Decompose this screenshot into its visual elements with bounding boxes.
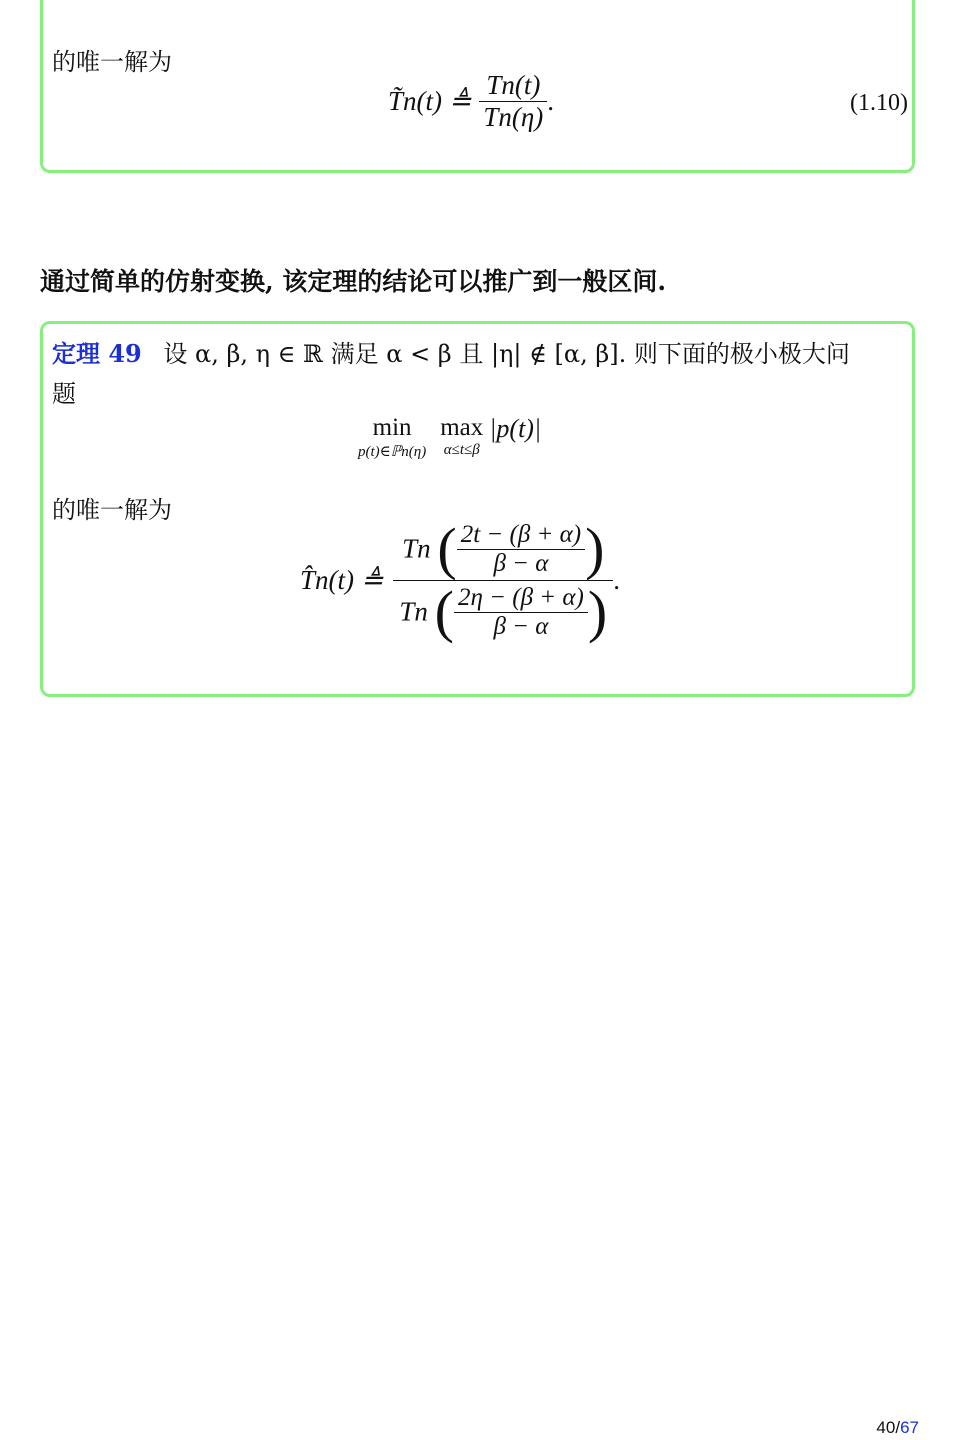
max-subscript: α≤t≤β (443, 442, 480, 458)
sol-num-inner-frac (457, 521, 585, 578)
sol-numerator (393, 516, 613, 581)
sol-period: . (613, 565, 620, 595)
solution-label: 的唯一解为 (52, 48, 172, 76)
eq-period: . (547, 86, 555, 116)
sol-lhs: T̂n(t) ≜ (300, 565, 384, 595)
minmax-abs: |p(t)| (489, 414, 542, 443)
theorem-line1: 设 α, β, η ∈ ℝ 满足 α < β 且 |η| ∉ [α, β]. 则下面的极小极大问 (163, 340, 850, 368)
equation-number: (1.10) (850, 90, 908, 116)
left-paren: ( (434, 579, 454, 644)
min-text: min (372, 414, 412, 441)
eq-numerator: Tn(t) (479, 70, 547, 102)
eq-lhs: T̃n(t) ≜ (388, 86, 472, 116)
solution-equation (300, 516, 620, 644)
max-text: max (440, 414, 484, 441)
equation-1-10 (388, 70, 554, 133)
page-current: 40 (876, 1418, 896, 1437)
page-number (876, 1418, 919, 1438)
theorem-solution-label: 的唯一解为 (52, 496, 172, 524)
right-paren: ) (585, 516, 605, 581)
min-operator (358, 414, 426, 461)
eq-denominator: Tn(η) (483, 102, 544, 132)
max-operator (440, 414, 483, 459)
theorem-title: 定理 49 (52, 339, 142, 368)
page-sep: / (895, 1418, 901, 1437)
sol-den-inner-num: 2η − (β + α) (454, 584, 588, 613)
theorem-line2: 题 (52, 380, 76, 408)
eq-fraction (479, 70, 547, 133)
sol-num-inner-den: β − α (493, 549, 549, 577)
sol-num-inner-num: 2t − (β + α) (457, 521, 585, 550)
sol-den-tn: Tn (399, 596, 428, 627)
theorem-statement (52, 334, 912, 369)
minmax-expression (358, 414, 541, 461)
sol-denominator (393, 579, 613, 644)
page-total[interactable]: 67 (900, 1418, 919, 1437)
sol-fraction (393, 516, 613, 644)
sol-den-inner-den: β − α (493, 612, 549, 640)
right-paren: ) (587, 579, 608, 644)
body-paragraph: 通过简单的仿射变换, 该定理的结论可以推广到一般区间. (40, 267, 667, 296)
sol-num-tn: Tn (402, 533, 431, 564)
sol-den-inner-frac (454, 584, 588, 641)
left-paren: ( (437, 516, 457, 581)
min-subscript: p(t)∈ℙn(η) (358, 444, 427, 460)
